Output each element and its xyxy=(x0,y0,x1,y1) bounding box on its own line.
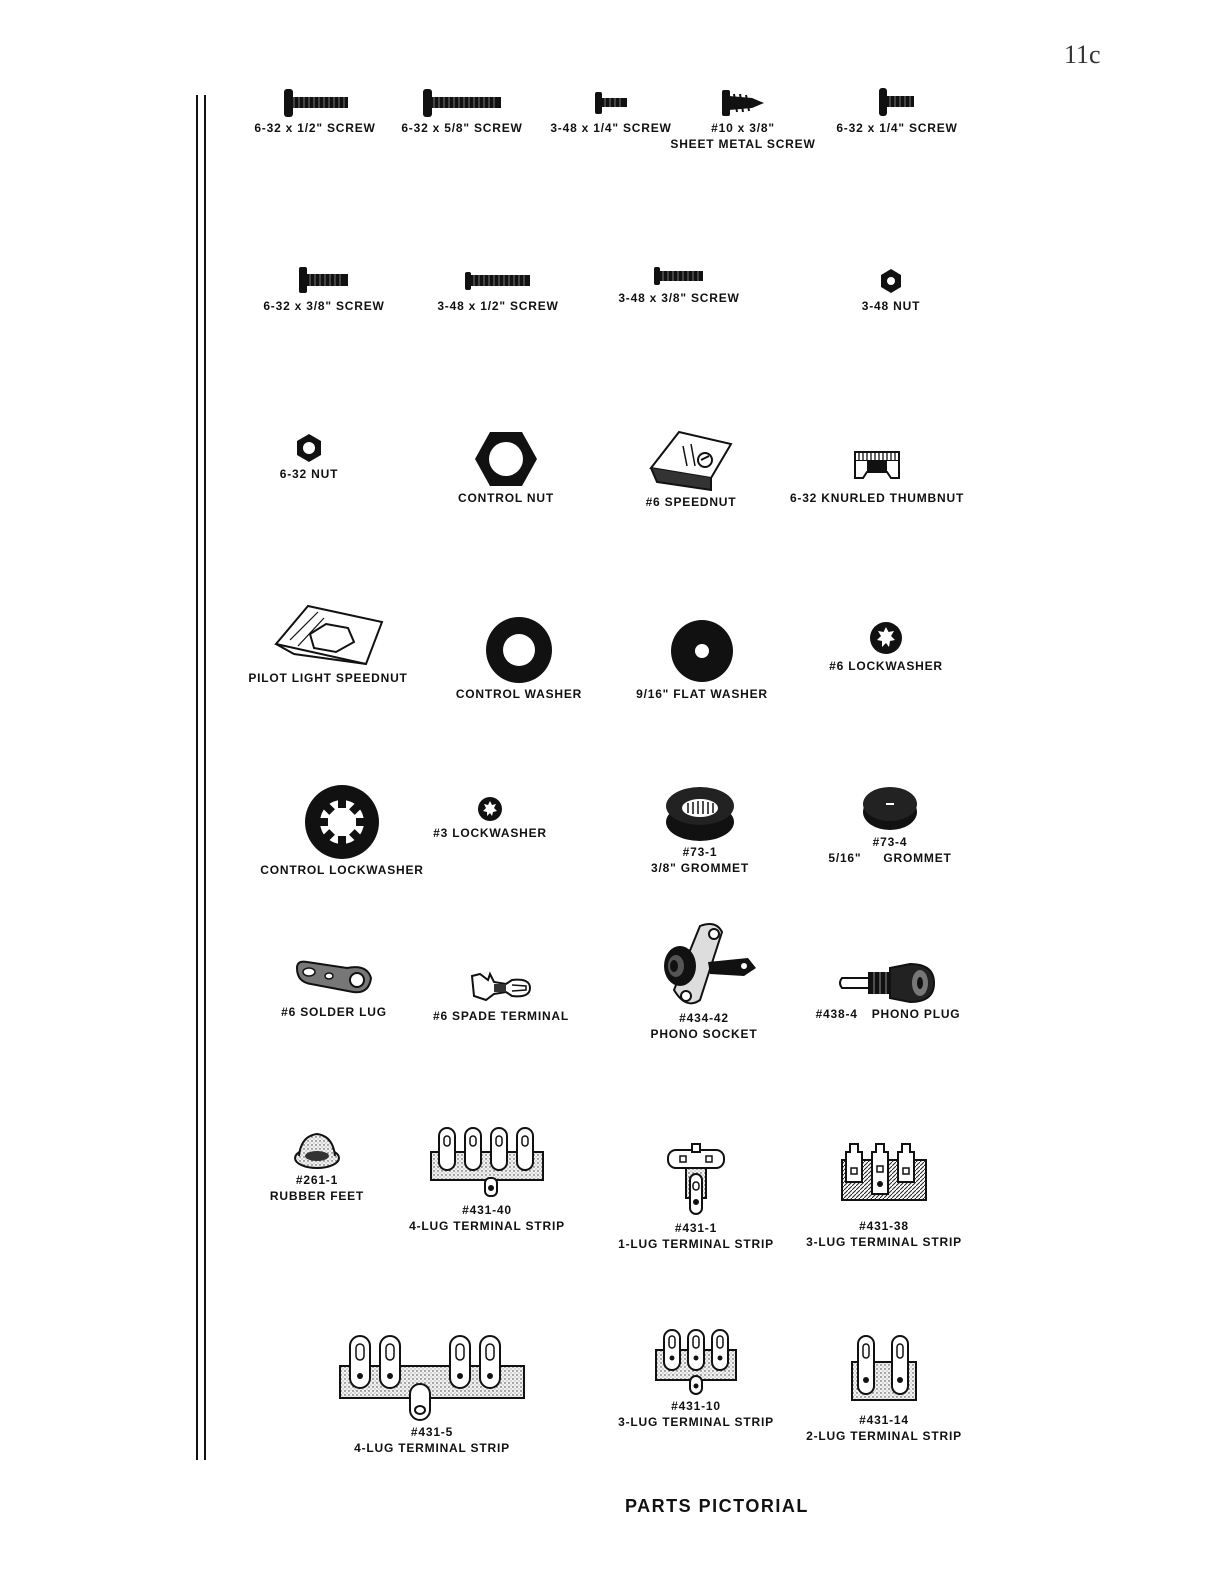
part-rubber-feet xyxy=(262,1128,372,1204)
hex-nut-icon xyxy=(292,430,326,466)
part-spade-terminal xyxy=(426,964,576,1024)
terminal-strip-icon xyxy=(332,1330,532,1424)
part-label: #3 LOCKWASHER xyxy=(433,826,547,840)
part-label: 6-32 NUT xyxy=(279,467,339,481)
screw-icon xyxy=(591,86,631,120)
part-label: SHEET METAL SCREW xyxy=(670,137,816,151)
screw-icon xyxy=(875,86,919,120)
part-label: CONTROL LOCKWASHER xyxy=(260,863,424,877)
terminal-strip-icon xyxy=(656,1140,736,1220)
thumbnut-icon xyxy=(849,448,905,490)
part-phono-socket xyxy=(644,920,764,1042)
part-label: #6 LOCKWASHER xyxy=(829,659,943,673)
part-label: 6-32 KNURLED THUMBNUT xyxy=(789,491,965,505)
part-sheet-metal-screw xyxy=(668,86,818,152)
speednut-icon xyxy=(643,426,739,494)
part-label: CONTROL NUT xyxy=(458,491,554,505)
screw-icon xyxy=(462,264,534,298)
part-number: #261-1 xyxy=(295,1173,339,1187)
part-control-nut xyxy=(446,428,566,506)
part-number: #431-38 xyxy=(859,1219,909,1233)
washer-icon xyxy=(483,612,555,686)
part-terminal-strip-3-38 xyxy=(804,1138,964,1250)
part-label: #6 SOLDER LUG xyxy=(281,1005,387,1019)
part-control-lockwasher xyxy=(262,782,422,878)
page-footer-title: PARTS PICTORIAL xyxy=(625,1496,809,1516)
part-label: GROMMET xyxy=(883,851,952,865)
part-number: #73-1 xyxy=(682,845,718,859)
part-screw-348-quarter xyxy=(546,86,676,136)
part-label: PHONO SOCKET xyxy=(650,1027,758,1041)
part-terminal-strip-1 xyxy=(616,1140,776,1252)
terminal-strip-icon xyxy=(648,1326,744,1398)
part-label: 6-32 x 1/2" SCREW xyxy=(254,121,376,135)
part-label-row xyxy=(816,1006,961,1022)
part-control-washer xyxy=(454,612,584,702)
part-label: 1-LUG TERMINAL STRIP xyxy=(618,1237,774,1251)
screw-icon xyxy=(296,264,352,298)
part-number: #431-10 xyxy=(671,1399,721,1413)
lockwasher-icon xyxy=(302,782,382,862)
part-lockwasher-3 xyxy=(430,793,550,841)
part-lockwasher-6 xyxy=(826,618,946,674)
part-label: #10 x 3/8" xyxy=(711,121,775,135)
part-label: 3-LUG TERMINAL STRIP xyxy=(806,1235,962,1249)
part-label: 6-32 x 3/8" SCREW xyxy=(263,299,385,313)
terminal-strip-icon xyxy=(425,1122,549,1202)
part-label: #6 SPEEDNUT xyxy=(645,495,737,509)
part-terminal-strip-4-40 xyxy=(404,1122,570,1234)
part-label: 6-32 x 1/4" SCREW xyxy=(836,121,958,135)
part-label: 6-32 x 5/8" SCREW xyxy=(401,121,523,135)
hex-nut-icon xyxy=(876,264,906,298)
part-label: 3-48 x 3/8" SCREW xyxy=(618,291,740,305)
part-label: 4-LUG TERMINAL STRIP xyxy=(354,1441,510,1455)
margin-rule-inner xyxy=(204,95,206,1460)
part-number: #431-1 xyxy=(674,1221,718,1235)
lockwasher-icon xyxy=(475,793,505,825)
part-grommet-3-8 xyxy=(640,782,760,876)
part-screw-632-half xyxy=(250,86,380,136)
part-number: #431-14 xyxy=(859,1413,909,1427)
part-screw-348-3-8 xyxy=(614,262,744,306)
sheet-metal-screw-icon xyxy=(718,86,768,120)
part-flat-washer xyxy=(632,614,772,702)
screw-icon xyxy=(280,86,350,120)
part-screw-348-half xyxy=(433,264,563,314)
terminal-strip-icon xyxy=(844,1332,924,1412)
grommet-icon xyxy=(860,782,920,834)
part-nut-632 xyxy=(269,430,349,482)
spade-terminal-icon xyxy=(466,964,536,1008)
part-knurled-thumbnut xyxy=(789,448,965,506)
part-number: #438-4 xyxy=(815,1007,858,1021)
part-screw-632-5-8 xyxy=(397,86,527,136)
part-number: #431-40 xyxy=(462,1203,512,1217)
part-label: PHONO PLUG xyxy=(871,1007,961,1021)
part-number: #73-4 xyxy=(872,835,908,849)
pilot-speednut-icon xyxy=(270,600,386,670)
part-label: RUBBER FEET xyxy=(269,1189,365,1203)
part-label: 3/8" GROMMET xyxy=(651,861,749,875)
terminal-strip-icon xyxy=(836,1138,932,1218)
part-grommet-5-16 xyxy=(820,782,960,866)
part-label: 3-LUG TERMINAL STRIP xyxy=(618,1415,774,1429)
solder-lug-icon xyxy=(291,954,377,1004)
part-label: CONTROL WASHER xyxy=(455,687,583,701)
part-label: 3-48 x 1/4" SCREW xyxy=(550,121,672,135)
part-label: 9/16" FLAT WASHER xyxy=(636,687,768,701)
part-number: #431-5 xyxy=(410,1425,454,1439)
part-solder-lug xyxy=(274,954,394,1020)
part-label: 4-LUG TERMINAL STRIP xyxy=(409,1219,565,1233)
part-label: 2-LUG TERMINAL STRIP xyxy=(806,1429,962,1443)
part-speednut-6 xyxy=(636,426,746,510)
part-terminal-strip-3-10 xyxy=(616,1326,776,1430)
phono-plug-icon xyxy=(838,960,938,1006)
hex-nut-icon xyxy=(473,428,539,490)
part-terminal-strip-2-14 xyxy=(804,1332,964,1444)
part-terminal-strip-4-5 xyxy=(332,1330,532,1456)
part-label: 3-48 x 1/2" SCREW xyxy=(437,299,559,313)
rubber-foot-icon xyxy=(291,1128,343,1172)
screw-icon xyxy=(651,262,707,290)
part-label: PILOT LIGHT SPEEDNUT xyxy=(248,671,408,685)
part-screw-632-quarter xyxy=(832,86,962,136)
part-nut-348 xyxy=(846,264,936,314)
part-pilot-light-speednut xyxy=(248,600,408,686)
part-phono-plug xyxy=(808,960,968,1022)
part-label: #6 SPADE TERMINAL xyxy=(432,1009,570,1023)
margin-rule-outer xyxy=(196,95,198,1460)
phono-socket-icon xyxy=(648,920,760,1010)
page-number: 11c xyxy=(1064,40,1101,69)
part-size: 5/16" xyxy=(828,851,862,865)
washer-icon xyxy=(667,614,737,686)
part-screw-632-3-8 xyxy=(259,264,389,314)
part-label-row xyxy=(828,850,951,866)
part-label: 3-48 NUT xyxy=(861,299,921,313)
screw-icon xyxy=(421,86,503,120)
lockwasher-icon xyxy=(866,618,906,658)
part-number: #434-42 xyxy=(679,1011,729,1025)
grommet-icon xyxy=(663,782,737,844)
